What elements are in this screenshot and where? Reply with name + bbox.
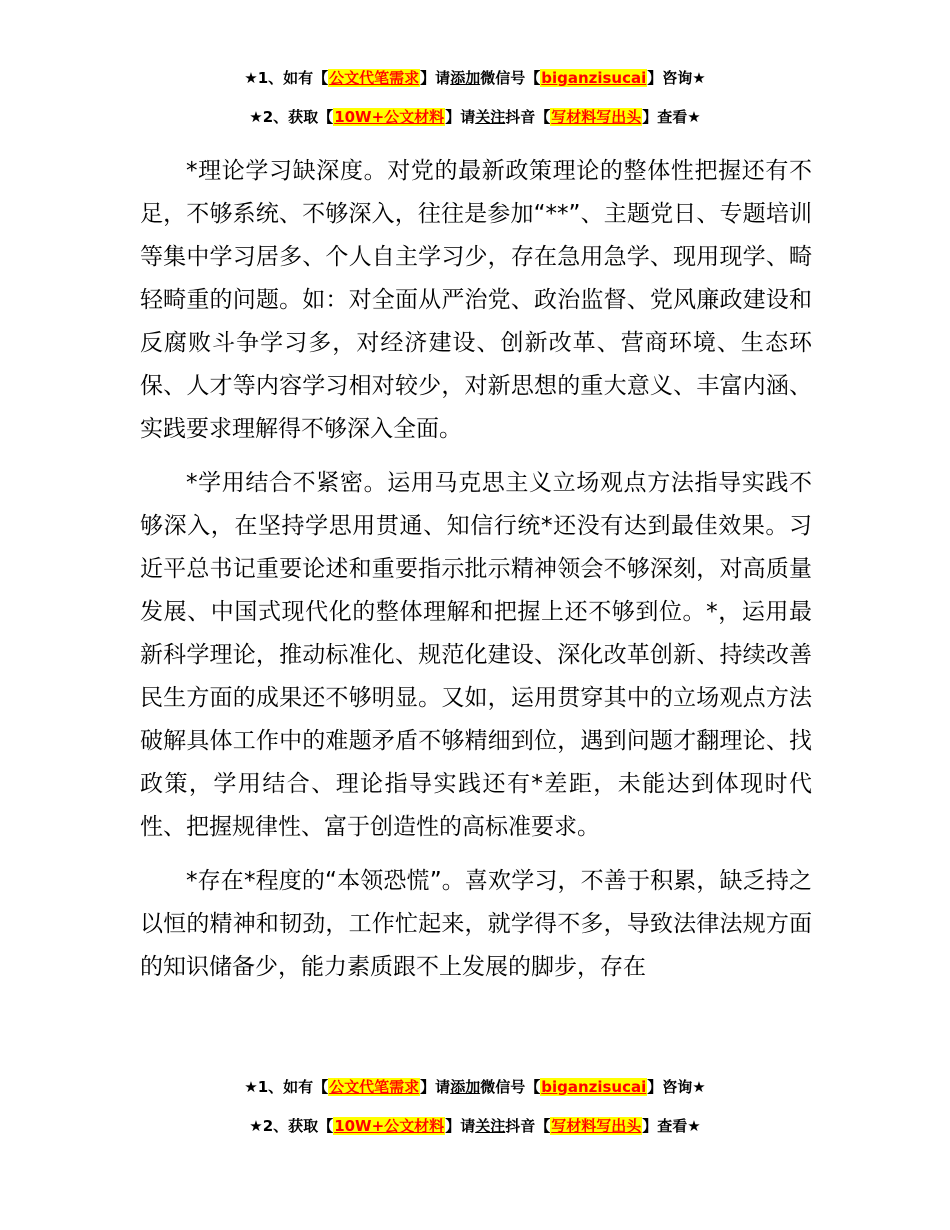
header-line2-text-a: 】请 [445,108,476,126]
footer-promo-line-1 [0,1076,950,1098]
paragraph-skill-panic: *存在*程度的“本领恐慌”。喜欢学习，不善于积累，缺乏持之以恒的精神和韧劲，工作忙起来，就学得不多，导致法律法规方面的知识储备少，能力素质跟不上发展的脚步，存在 [140,868,812,980]
paragraph-theory-study-depth: *理论学习缺深度。对党的最新政策理论的整体性把握还有不足，不够系统、不够深入，往往是参加“**”、主题党日、专题培训等集中学习居多、个人自主学习少，存在急用急学、现用现学、畸轻畸重的问题。如：对全面从严治党、政治监督、党风廉政建设和反腐败斗争学习多，对经济建设、创新改革、营商环境、生态环保、人才等内容学习相对较少，对新思想的重大意义、丰富内涵、实践要求理解得不够深入全面。 [140,158,812,442]
footer-line1-text-b: 微信号【 [480,1078,541,1096]
footer-line2-highlight-materials: 10W+公文材料 [334,1117,445,1135]
header-line1-text-b: 微信号【 [480,69,541,87]
header-line2-highlight-douyin-account: 写材料写出头 [551,108,642,126]
footer-line1-highlight-service: 公文代笔需求 [329,1078,420,1096]
header-line2-highlight-materials: 10W+公文材料 [334,108,445,126]
header-line1-text-a: 】请 [420,69,451,87]
footer-line2-highlight-douyin-account: 写材料写出头 [551,1117,642,1135]
document-body [140,150,812,1000]
footer-line2-suffix: 】查看★ [642,1117,701,1135]
header-line2-suffix: 】查看★ [642,108,701,126]
header-line1-prefix: ★1、如有【 [244,69,329,87]
footer-line2-text-b: 抖音【 [505,1117,551,1135]
header-promo-line-2 [0,106,950,128]
footer-line1-underlined-add: 添加 [450,1078,481,1096]
header-line2-underlined-follow: 关注 [475,108,506,126]
footer-line1-text-a: 】请 [420,1078,451,1096]
footer-line2-text-a: 】请 [445,1117,476,1135]
header-promo-line-1 [0,67,950,89]
header-line1-highlight-service: 公文代笔需求 [329,69,420,87]
header-line2-prefix: ★2、获取【 [249,108,334,126]
footer-line2-prefix: ★2、获取【 [249,1117,334,1135]
header-line1-suffix: 】咨询★ [647,69,706,87]
header-line1-underlined-add: 添加 [450,69,481,87]
footer-line1-highlight-wechat-id: biganzisucai [541,1078,647,1096]
footer-line2-underlined-follow: 关注 [475,1117,506,1135]
header-line1-highlight-wechat-id: biganzisucai [541,69,647,87]
footer-promo-line-2 [0,1115,950,1137]
footer-line1-prefix: ★1、如有【 [244,1078,329,1096]
header-line2-text-b: 抖音【 [505,108,551,126]
paragraph-study-application: *学用结合不紧密。运用马克思主义立场观点方法指导实践不够深入，在坚持学思用贯通、知信行统*还没有达到最佳效果。习近平总书记重要论述和重要指示批示精神领会不够深刻，对高质量发展、中国式现代化的整体理解和把握上还不够到位。*，运用最新科学理论，推动标准化、规范化建设、深化改革创新、持续改善民生方面的成果还不够明显。又如，运用贯穿其中的立场观点方法破解具体工作中的难题矛盾不够精细到位，遇到问题才翻理论、找政策，学用结合、理论指导实践还有*差距，未能达到体现时代性、把握规律性、富于创造性的高标准要求。 [140,470,812,840]
footer-line1-suffix: 】咨询★ [647,1078,706,1096]
